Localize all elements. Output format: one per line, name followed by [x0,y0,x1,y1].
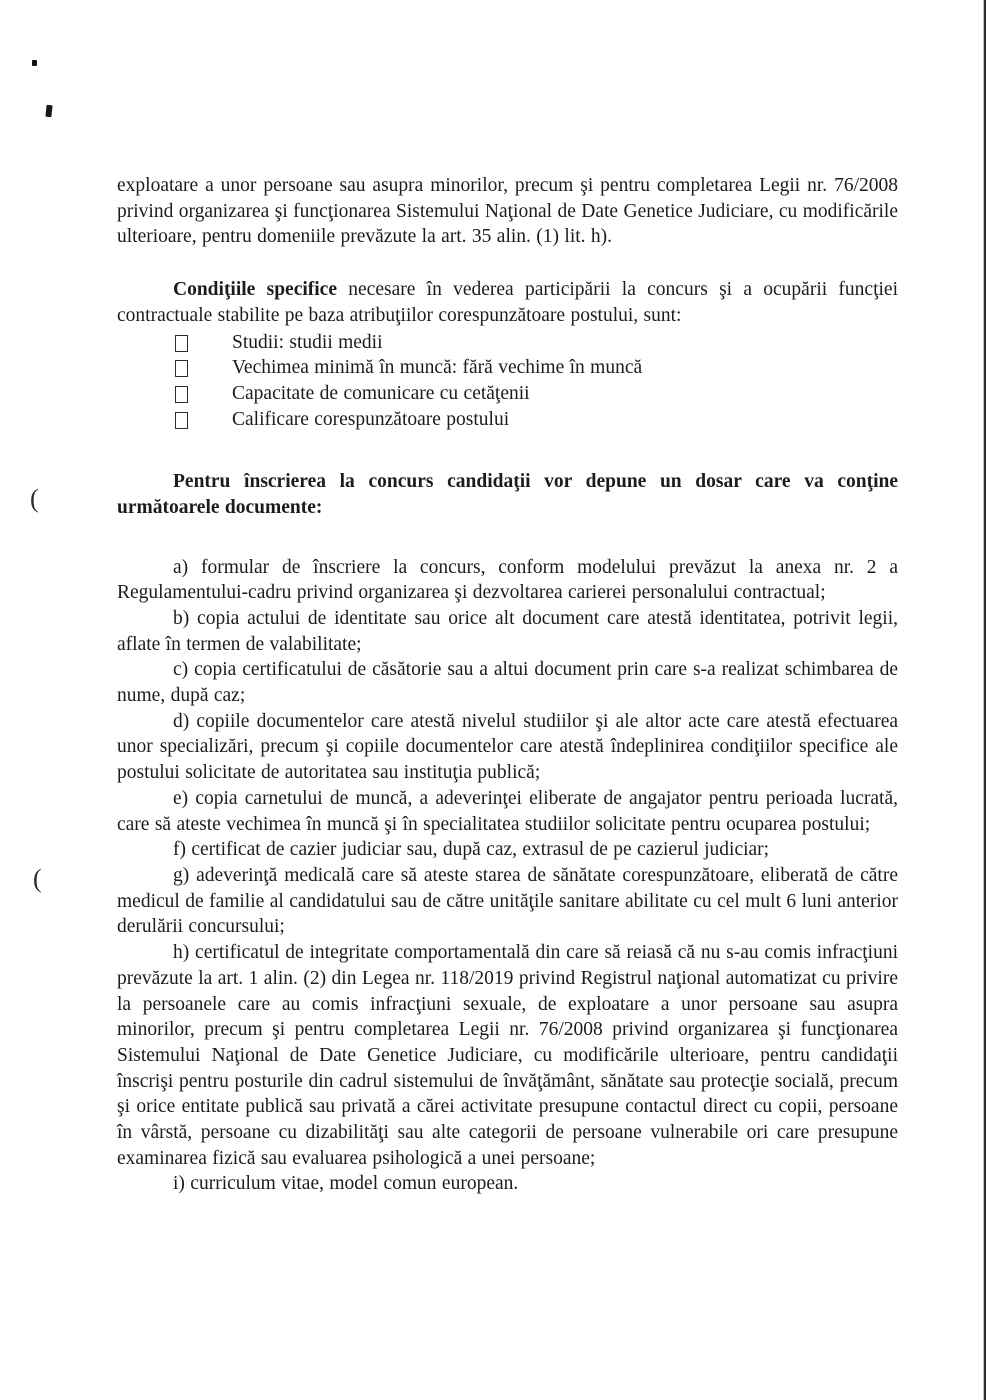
document-item-e [117,786,898,837]
condition-item-label: Capacitate de comunicare cu cetăţenii [232,383,530,405]
item-letter: b) [173,607,190,629]
item-text: copia carnetului de muncă, a adeverinţei eliberate de angajator pentru perioada lucrată, care să ateste vechimea în muncă şi în specialitatea studiilor solicitate pentru ocuparea postului; [117,787,898,835]
document-item-a [117,555,898,606]
item-text: curriculum vitae, model comun european. [190,1173,519,1195]
item-text: copia certificatului de căsătorie sau a altui document prin care s-a realizat schimbarea de nume, după caz; [117,659,899,707]
item-letter: i) [173,1173,185,1195]
scan-speck [45,105,52,118]
scan-speck [32,60,37,66]
item-letter: e) [173,787,189,809]
square-bullet-icon [175,360,188,377]
list-item [117,407,898,433]
document-item-d [117,709,898,786]
document-body [117,173,898,1197]
square-bullet-icon [175,335,188,352]
item-letter: a) [173,556,189,578]
document-item-i [117,1171,898,1197]
margin-paren-mark: ( [33,864,42,893]
document-item-g [117,863,898,940]
item-text: certificatul de integritate comportamentală din care să reiasă că nu s-au comis infracţiuni prevăzute la art. 1 alin. (2) din Legea nr. 118/2019 privind Registrul naţional automatizat cu privire la persoanele care au comis infracţiuni sexuale, de exploatare a unor persoane sau asupra minorilor, precum şi pentru completarea Legii nr. 76/2008 privind organizarea şi funcţionarea Sistemului Naţional de Date Genetice Judiciare, cu modificările ulterioare, pentru candidaţii înscrişi pentru posturile din cadrul sistemului de învăţământ, sănătate sau protecţie socială, precum şi orice entitate publică sau privată a cărei activitate presupune contactul direct cu copii, persoane în vârstă, persoane cu dizabilităţi sau alte categorii de persoane vulnerabile ori care presupune examinarea fizică sau evaluarea psihologică a unei persoane; [117,942,899,1169]
conditions-list [117,330,898,434]
margin-paren-mark: ( [30,484,39,513]
document-item-b [117,606,898,657]
intro-paragraph: exploatare a unor persoane sau asupra minorilor, precum şi pentru completarea Legii nr. 76/2008 privind organizarea şi funcţionarea Sistemului Naţional de Date Genetice Judiciare, cu modificările ulterioare, pentru domeniile prevăzute la art. 35 alin. (1) lit. h). [117,175,898,248]
item-text: copiile documentelor care atestă nivelul studiilor şi ale altor acte care atestă efectuarea unor specializări, precum şi copiile documentelor care atestă îndeplinirea condiţiilor specifice ale postului solicitate de autoritatea sau instituţia publică; [117,710,899,784]
list-item [117,330,898,356]
item-letter: d) [173,710,190,732]
square-bullet-icon [175,412,188,429]
list-item [117,381,898,407]
condition-item-label: Calificare corespunzătoare postului [232,409,510,431]
condition-item-label: Vechimea minimă în muncă: fără vechime în muncă [232,357,643,379]
document-item-h [117,940,898,1171]
item-text: copia actului de identitate sau orice alt document care atestă identitatea, potrivit legii, aflate în termen de valabilitate; [117,607,899,655]
specific-conditions-paragraph [117,277,898,328]
item-letter: g) [173,864,190,886]
specific-conditions-lead: Condiţiile specifice [173,279,337,301]
item-text: adeverinţă medicală care să ateste starea de sănătate corespunzătoare, eliberată de către medicul de familie al candidatului sau de către unităţile sanitare abilitate cu cel mult 6 luni anterior derulării concursului; [117,864,898,938]
item-letter: c) [173,659,189,681]
list-item [117,355,898,381]
document-item-c [117,657,898,708]
item-letter: h) [173,942,190,964]
item-letter: f) [173,839,186,861]
scan-edge-line [984,0,986,1400]
document-item-f [117,837,898,863]
condition-item-label: Studii: studii medii [232,331,383,353]
item-text: certificat de cazier judiciar sau, după caz, extrasul de pe cazierul judiciar; [191,839,770,861]
enrollment-heading: Pentru înscrierea la concurs candidaţii vor depune un dosar care va conţine următoarele documente: [117,471,898,518]
square-bullet-icon [175,386,188,403]
item-text: formular de înscriere la concurs, conform modelului prevăzut la anexa nr. 2 a Regulamentului-cadru privind organizarea şi dezvoltarea carierei personalului contractual; [117,556,899,604]
specific-conditions-rest: necesare în vederea participării la concurs şi a ocupării funcţiei contractuale stabilite pe baza atribuţiilor corespunzătoare postului, sunt: [117,279,898,326]
